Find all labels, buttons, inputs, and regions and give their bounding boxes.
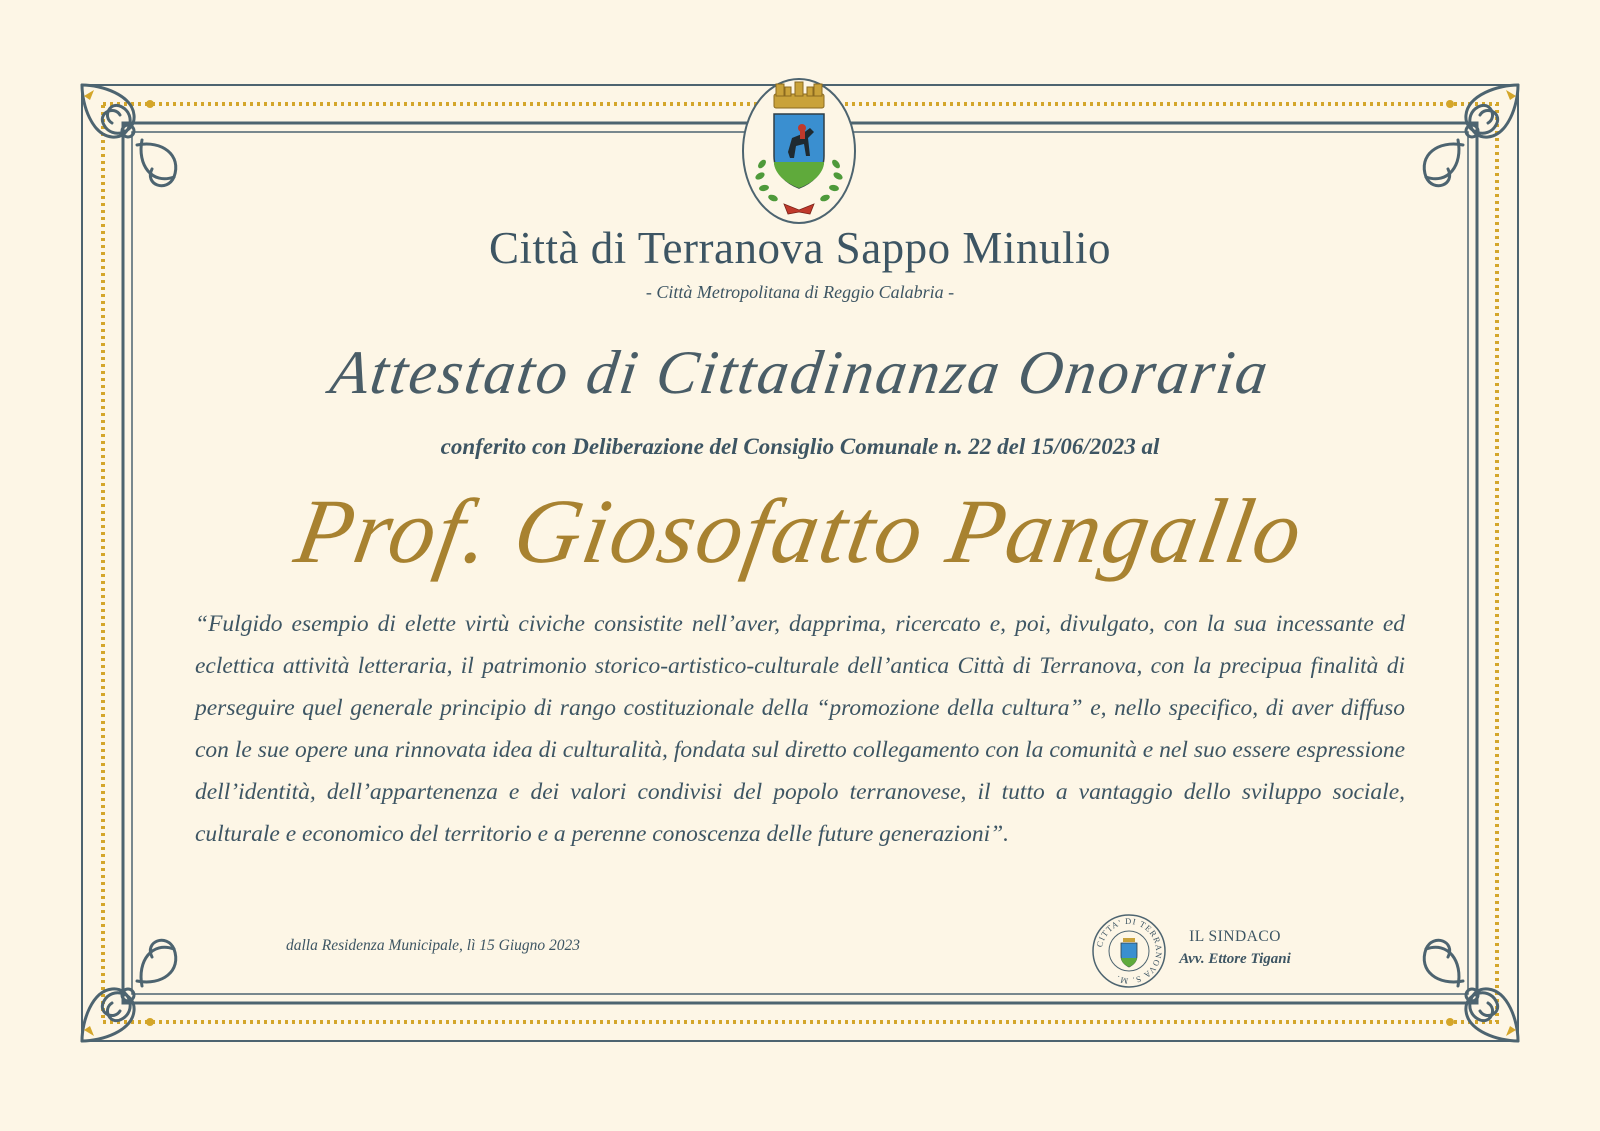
city-name: Città di Terranova Sappo Minulio [489,223,1111,273]
conferred-line: conferito con Deliberazione del Consiglio Comunale n. 22 del 15/06/2023 al [440,434,1160,459]
citation-text: “Fulgido esempio di elette virtù civiche consistite nell’aver, dapprima, ricercato e, poi, divulgato, con la sua incessante ed eclettica attività letteraria, il patrimonio storico-artistico-culturale dell’antica Città di Terranova, con la precipua finalità di perseguire quel generale principio di rango costituzionale della “promozione della cultura” e, nello specifico, di aver diffuso con le sue opere una rinnovata idea di culturalità, fondata sul diretto collegamento con la comunità e nel suo essere espressione dell’identità, dell’appartenenza e dei valori condivisi del popolo terranovese, il tutto a vantaggio dello sviluppo sociale, culturale e economico del territorio e a perenne conoscenza delle future generazioni”. [195,611,1405,847]
coat-of-arms-icon [740,76,858,226]
municipal-stamp-icon [1090,912,1168,990]
certificate-title: Attestato di Cittadinanza Onoraria [326,339,1274,407]
mayor-title: IL SINDACO [1189,928,1281,945]
recipient-name: Prof. Giosofatto Pangallo [288,480,1312,582]
stamp-text: CITTA' DI TERRANOVA S. M. [1094,915,1165,987]
mayor-name: Avv. Ettore Tigani [1179,951,1291,967]
place-date: dalla Residenza Municipale, lì 15 Giugno 2023 [286,937,581,954]
city-subtitle: - Città Metropolitana di Reggio Calabria - [645,282,955,302]
